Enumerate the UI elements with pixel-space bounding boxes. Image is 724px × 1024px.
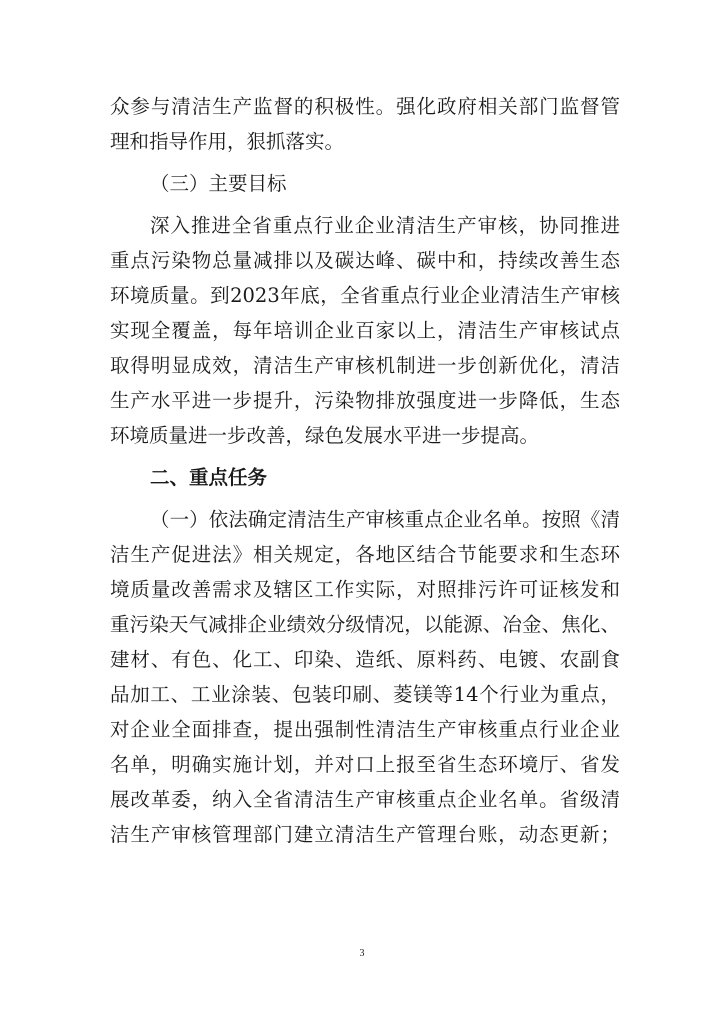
body-text-line: 洁生产审核管理部门建立清洁生产管理台账，动态更新； bbox=[110, 823, 620, 846]
body-text-line: 展改革委，纳入全省清洁生产审核重点企业名单。省级清 bbox=[110, 788, 620, 811]
body-text-line: 众参与清洁生产监督的积极性。强化政府相关部门监督管 bbox=[110, 95, 620, 118]
body-text-line: 品加工、工业涂装、包装印刷、菱镁等14个行业为重点， bbox=[110, 683, 620, 706]
body-text-line: 深入推进全省重点行业企业清洁生产审核，协同推进 bbox=[150, 214, 620, 237]
body-text-line: 建材、有色、化工、印染、造纸、原料药、电镀、农副食 bbox=[110, 648, 620, 671]
section-heading: 二、重点任务 bbox=[150, 466, 268, 489]
body-text-line: 重点污染物总量减排以及碳达峰、碳中和，持续改善生态 bbox=[110, 249, 620, 272]
section-subheading: （三）主要目标 bbox=[150, 172, 287, 195]
body-text-line: 实现全覆盖，每年培训企业百家以上，清洁生产审核试点 bbox=[110, 319, 620, 342]
body-text-line: 名单，明确实施计划，并对口上报至省生态环境厅、省发 bbox=[110, 753, 620, 776]
body-text-line: 境质量改善需求及辖区工作实际，对照排污许可证核发和 bbox=[110, 578, 620, 601]
body-text-line: 洁生产促进法》相关规定，各地区结合节能要求和生态环 bbox=[110, 543, 620, 566]
body-text-line: 环境质量进一步改善，绿色发展水平进一步提高。 bbox=[110, 424, 540, 447]
body-text-line: （一）依法确定清洁生产审核重点企业名单。按照《清 bbox=[150, 508, 620, 531]
body-text-line: 取得明显成效，清洁生产审核机制进一步创新优化，清洁 bbox=[110, 354, 620, 377]
body-text-line: 对企业全面排查，提出强制性清洁生产审核重点行业企业 bbox=[110, 718, 620, 741]
body-text-line: 环境质量。到2023年底，全省重点行业企业清洁生产审核 bbox=[110, 284, 620, 307]
body-text-line: 生产水平进一步提升，污染物排放强度进一步降低，生态 bbox=[110, 389, 620, 412]
body-text-line: 理和指导作用，狠抓落实。 bbox=[110, 130, 345, 153]
body-text-line: 重污染天气减排企业绩效分级情况，以能源、冶金、焦化、 bbox=[110, 613, 620, 636]
page-number: 3 bbox=[359, 948, 365, 959]
